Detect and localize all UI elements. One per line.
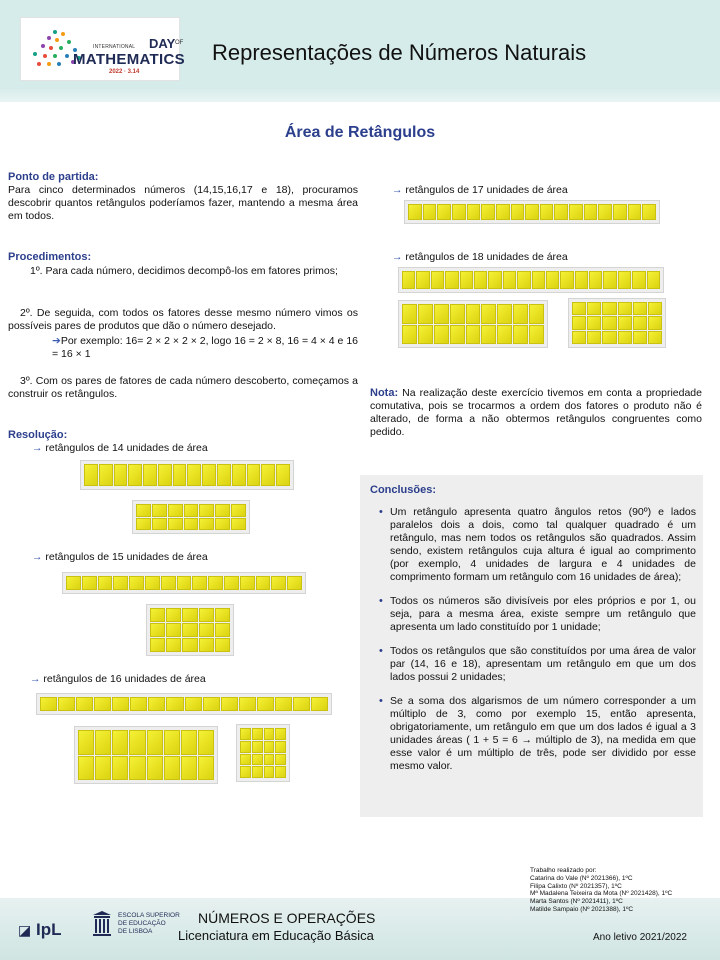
unit-tile — [215, 504, 230, 517]
unit-tile — [633, 331, 647, 344]
unit-tile — [240, 766, 251, 778]
unit-tile — [166, 697, 183, 711]
unit-tile — [168, 504, 183, 517]
unit-tile — [276, 464, 290, 486]
rectangle-17x1 — [404, 200, 660, 224]
unit-tile — [150, 608, 165, 622]
unit-tile — [488, 271, 501, 289]
unit-tile — [587, 302, 601, 315]
rectangle-16x1 — [36, 693, 332, 715]
unit-tile — [181, 756, 197, 781]
unit-tile — [239, 697, 256, 711]
unit-tile — [513, 325, 528, 345]
unit-tile — [450, 325, 465, 345]
unit-tile — [572, 316, 586, 329]
unit-tile — [184, 504, 199, 517]
unit-tile — [150, 638, 165, 652]
unit-tile — [136, 504, 151, 517]
unit-tile — [525, 204, 539, 220]
unit-tile — [532, 271, 545, 289]
procedimentos-step-2: 2º. De seguida, com todos os fatores desse mesmo número vimos os possíveis pares de produtos que dão o número desejado. — [8, 307, 358, 332]
unit-tile — [247, 464, 261, 486]
unit-tile — [143, 464, 157, 486]
logo-day: DAY — [149, 36, 176, 51]
example-text: Por exemplo: 16= 2 × 2 × 2 × 2, logo 16 = 2 × 8, 16 = 4 × 4 e 16 = 16 × 1 — [52, 335, 358, 360]
unit-tile — [648, 331, 662, 344]
unit-tile — [112, 756, 128, 781]
unit-tile — [513, 304, 528, 324]
unit-tile — [84, 464, 98, 486]
header-shadow — [0, 88, 720, 102]
unit-tile — [113, 576, 128, 590]
logo-mathematics: MATHEMATICS — [73, 51, 185, 68]
unit-tile — [173, 464, 187, 486]
unit-tile — [261, 464, 275, 486]
credits-line: Matilde Sampaio (Nº 2021388), 1ºC — [530, 905, 634, 913]
unit-tile — [602, 316, 616, 329]
unit-tile — [112, 730, 128, 755]
footer-subtitle: Licenciatura em Educação Básica — [178, 928, 374, 943]
unit-tile — [257, 697, 274, 711]
unit-tile — [311, 697, 328, 711]
unit-tile — [287, 576, 302, 590]
unit-tile — [540, 204, 554, 220]
rectangle-15x1 — [62, 572, 306, 594]
unit-tile — [434, 304, 449, 324]
credits-line: Mª Madalena Teixeira da Mota (Nº 2021428), 1ºC — [530, 890, 673, 898]
unit-tile — [496, 204, 510, 220]
arrow-icon: → — [392, 184, 403, 196]
label-17: → retângulos de 17 unidades de área — [392, 184, 568, 196]
unit-tile — [275, 741, 286, 753]
conclusoes-heading: Conclusões: — [370, 484, 437, 496]
unit-tile — [589, 271, 602, 289]
unit-tile — [147, 756, 163, 781]
unit-tile — [182, 623, 197, 637]
unit-tile — [181, 730, 197, 755]
unit-tile — [98, 576, 113, 590]
unit-tile — [231, 504, 246, 517]
unit-tile — [618, 271, 631, 289]
unit-tile — [252, 728, 263, 740]
unit-tile — [503, 271, 516, 289]
unit-tile — [166, 623, 181, 637]
unit-tile — [647, 271, 660, 289]
unit-tile — [450, 304, 465, 324]
unit-tile — [618, 331, 632, 344]
unit-tile — [437, 204, 451, 220]
unit-tile — [402, 271, 415, 289]
unit-tile — [264, 754, 275, 766]
unit-tile — [76, 697, 93, 711]
unit-tile — [152, 518, 167, 531]
unit-tile — [572, 302, 586, 315]
unit-tile — [603, 271, 616, 289]
ese-building-icon — [92, 910, 112, 938]
unit-tile — [402, 325, 417, 345]
unit-tile — [224, 576, 239, 590]
unit-tile — [199, 623, 214, 637]
unit-tile — [517, 271, 530, 289]
unit-tile — [633, 316, 647, 329]
unit-tile — [481, 204, 495, 220]
conclusoes-list — [376, 506, 696, 784]
rectangle-5x3 — [146, 604, 234, 656]
unit-tile — [275, 728, 286, 740]
unit-tile — [240, 754, 251, 766]
credits-line: Catarina do Vale (Nº 2021366), 1ºC — [530, 874, 633, 882]
unit-tile — [418, 304, 433, 324]
unit-tile — [554, 204, 568, 220]
unit-tile — [184, 518, 199, 531]
unit-tile — [598, 204, 612, 220]
label-18: → retângulos de 18 unidades de área — [392, 251, 568, 263]
unit-tile — [40, 697, 57, 711]
unit-tile — [264, 728, 275, 740]
conclusion-item: • Um retângulo apresenta quatro ângulos retos (90º) e lados paralelos dois a dois, como tal qualquer quadrado é um retângulo, mas nem todos os retângulos são quadrados. Assim sendo, existem retângulos cuja altura é igual ao comprimento (por exemplo, 4 unidades de largura e 4 unidades de comprimento formam um retângulo com 16 unidades de área); — [376, 506, 696, 584]
unit-tile — [66, 576, 81, 590]
unit-tile — [587, 316, 601, 329]
rectangle-6x3 — [568, 298, 666, 348]
unit-tile — [632, 271, 645, 289]
unit-tile — [431, 271, 444, 289]
unit-tile — [215, 623, 230, 637]
unit-tile — [445, 271, 458, 289]
unit-tile — [182, 608, 197, 622]
unit-tile — [642, 204, 656, 220]
arrow-icon: → — [32, 442, 43, 454]
unit-tile — [474, 271, 487, 289]
unit-tile — [275, 754, 286, 766]
label-16: → retângulos de 16 unidades de área — [30, 673, 206, 685]
nota-text: Na realização deste exercício tivemos em conta a propriedade comutativa, pois se trocarmos a ordem dos fatores o produto não é alterado, de forma a não obtermos retângulos congruentes como pedido. — [370, 387, 702, 438]
unit-tile — [94, 697, 111, 711]
unit-tile — [418, 325, 433, 345]
unit-tile — [150, 623, 165, 637]
unit-tile — [199, 638, 214, 652]
credits-line: Trabalho realizado por: — [530, 867, 597, 874]
unit-tile — [293, 697, 310, 711]
unit-tile — [136, 518, 151, 531]
unit-tile — [633, 302, 647, 315]
unit-tile — [182, 638, 197, 652]
unit-tile — [434, 325, 449, 345]
resolucao-heading: Resolução: — [8, 429, 68, 441]
section-title: Área de Retângulos — [284, 124, 436, 141]
unit-tile — [202, 464, 216, 486]
footer-title: NÚMEROS E OPERAÇÕES — [198, 910, 376, 926]
unit-tile — [198, 756, 214, 781]
unit-tile — [78, 730, 94, 755]
procedimentos-heading: Procedimentos: — [8, 251, 92, 263]
nota — [370, 387, 702, 439]
unit-tile — [215, 638, 230, 652]
unit-tile — [497, 325, 512, 345]
unit-tile — [129, 576, 144, 590]
unit-tile — [466, 304, 481, 324]
arrow-icon: → — [392, 251, 403, 263]
unit-tile — [185, 697, 202, 711]
unit-tile — [264, 766, 275, 778]
unit-tile — [198, 730, 214, 755]
unit-tile — [256, 576, 271, 590]
unit-tile — [129, 730, 145, 755]
unit-tile — [203, 697, 220, 711]
unit-tile — [82, 576, 97, 590]
credits-line: Filipa Calixto (Nº 2021357), 1ºC — [530, 882, 622, 890]
conclusion-item: • Todos os retângulos que são constituídos por uma área de valor par (14, 16 e 18), apresentam um retângulo em que um dos lados possui 2 unidades; — [376, 645, 696, 684]
unit-tile — [252, 741, 263, 753]
unit-tile — [166, 608, 181, 622]
unit-tile — [199, 608, 214, 622]
unit-tile — [58, 697, 75, 711]
unit-tile — [252, 766, 263, 778]
procedimentos-example — [52, 335, 358, 361]
unit-tile — [560, 271, 573, 289]
unit-tile — [575, 271, 588, 289]
arrow-icon: → — [30, 673, 41, 685]
unit-tile — [231, 518, 246, 531]
unit-tile — [148, 697, 165, 711]
unit-tile — [584, 204, 598, 220]
unit-tile — [128, 464, 142, 486]
nota-label: Nota: — [370, 387, 399, 399]
unit-tile — [192, 576, 207, 590]
unit-tile — [240, 728, 251, 740]
unit-tile — [602, 302, 616, 315]
unit-tile — [164, 730, 180, 755]
unit-tile — [264, 741, 275, 753]
unit-tile — [95, 730, 111, 755]
unit-tile — [648, 316, 662, 329]
unit-tile — [602, 331, 616, 344]
unit-tile — [467, 204, 481, 220]
unit-tile — [546, 271, 559, 289]
unit-tile — [408, 204, 422, 220]
ponto-text: Para cinco determinados números (14,15,16,17 e 18), procuramos descobrir quantos retângulos poderíamos fazer, mantendo a mesma área em todos. — [8, 184, 358, 222]
unit-tile — [145, 576, 160, 590]
rectangle-8x2 — [74, 726, 218, 784]
conclusion-item: • Todos os números são divisíveis por eles próprios e por 1, ou seja, para a mesma área, existe sempre um retângulo que apresenta um lado constituído por 1 unidade; — [376, 595, 696, 634]
unit-tile — [572, 331, 586, 344]
unit-tile — [217, 464, 231, 486]
day-of-mathematics-logo — [20, 17, 185, 81]
procedimentos-step-3: 3º. Com os pares de fatores de cada número descoberto, começamos a construir os retângulos. — [8, 375, 358, 400]
rectangle-14x1 — [80, 460, 294, 490]
logo-of: OF — [175, 40, 184, 46]
unit-tile — [618, 302, 632, 315]
rectangle-18x1 — [398, 267, 664, 293]
unit-tile — [569, 204, 583, 220]
unit-tile — [78, 756, 94, 781]
unit-tile — [161, 576, 176, 590]
unit-tile — [208, 576, 223, 590]
poster-title: Representações de Números Naturais — [212, 40, 587, 65]
unit-tile — [423, 204, 437, 220]
unit-tile — [271, 576, 286, 590]
unit-tile — [416, 271, 429, 289]
unit-tile — [147, 730, 163, 755]
unit-tile — [199, 518, 214, 531]
unit-tile — [187, 464, 201, 486]
unit-tile — [177, 576, 192, 590]
unit-tile — [587, 331, 601, 344]
unit-tile — [460, 271, 473, 289]
unit-tile — [511, 204, 525, 220]
unit-tile — [618, 316, 632, 329]
logo-international: INTERNATIONAL — [93, 44, 136, 50]
unit-tile — [275, 697, 292, 711]
rectangle-7x2 — [132, 500, 250, 534]
unit-tile — [466, 325, 481, 345]
unit-tile — [529, 325, 544, 345]
procedimentos-step-1: 1º. Para cada número, decidimos decompô-los em fatores primos; — [30, 265, 338, 277]
unit-tile — [481, 325, 496, 345]
unit-tile — [613, 204, 627, 220]
rectangle-4x4 — [236, 724, 290, 782]
unit-tile — [240, 741, 251, 753]
unit-tile — [99, 464, 113, 486]
unit-tile — [452, 204, 466, 220]
ponto-heading: Ponto de partida: — [8, 171, 99, 183]
ese-logo-text: ESCOLA SUPERIOR DE EDUCAÇÃO DE LISBOA — [118, 912, 180, 935]
rectangle-9x2 — [398, 300, 548, 348]
unit-tile — [166, 638, 181, 652]
unit-tile — [215, 518, 230, 531]
unit-tile — [232, 464, 246, 486]
arrow-icon: → — [32, 551, 43, 563]
unit-tile — [114, 464, 128, 486]
credits — [530, 867, 672, 914]
unit-tile — [158, 464, 172, 486]
unit-tile — [112, 697, 129, 711]
unit-tile — [402, 304, 417, 324]
unit-tile — [95, 756, 111, 781]
ano-letivo: Ano letivo 2021/2022 — [593, 932, 687, 943]
unit-tile — [215, 608, 230, 622]
unit-tile — [240, 576, 255, 590]
conclusion-item: • Se a soma dos algarismos de um número corresponder a um múltiplo de 3, como por exemplo 15, então apresenta, obrigatoriamente, um retângulo em que um dos lados é igual a 3 unidades áreas ( 1 + 5 = 6 → múltiplo de 3), na medida em que esse valor é um múltiplo de três, pode ser dividido por esse mesmo valor. — [376, 695, 696, 773]
unit-tile — [628, 204, 642, 220]
unit-tile — [130, 697, 147, 711]
example-arrow-icon: ➔ — [52, 335, 61, 347]
ipl-logo: ◪ IpL — [18, 920, 62, 939]
unit-tile — [199, 504, 214, 517]
credits-line: Marta Santos (Nº 2021411), 1ºC — [530, 898, 623, 906]
unit-tile — [529, 304, 544, 324]
unit-tile — [152, 504, 167, 517]
unit-tile — [168, 518, 183, 531]
unit-tile — [164, 756, 180, 781]
unit-tile — [497, 304, 512, 324]
logo-date: 2022 · 3.14 — [109, 69, 140, 75]
unit-tile — [275, 766, 286, 778]
label-14: → retângulos de 14 unidades de área — [32, 442, 208, 454]
unit-tile — [648, 302, 662, 315]
ipl-icon: ◪ — [18, 922, 32, 938]
label-15: → retângulos de 15 unidades de área — [32, 551, 208, 563]
unit-tile — [252, 754, 263, 766]
unit-tile — [481, 304, 496, 324]
unit-tile — [221, 697, 238, 711]
unit-tile — [129, 756, 145, 781]
